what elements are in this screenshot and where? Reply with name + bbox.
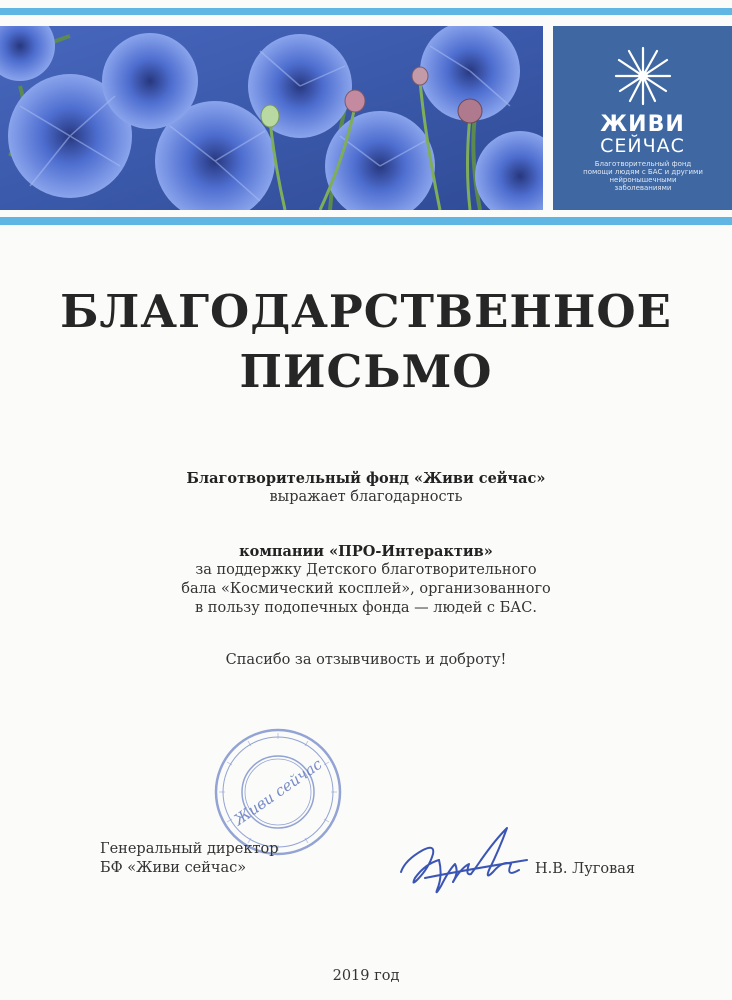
reason-line-3: в пользу подопечных фонда — людей с БАС.: [195, 600, 537, 616]
stamp-center-text: Живи сейчас: [230, 755, 326, 829]
top-accent-stripe: [0, 8, 732, 15]
cornflower-logo-icon: [613, 44, 673, 106]
handwritten-signature: [395, 820, 535, 904]
position-line-1: Генеральный директор: [100, 841, 279, 857]
signatory-position: [100, 840, 279, 878]
foundation-name: Благотворительный фонд «Живи сейчас»: [186, 470, 546, 487]
reason-line-2: бала «Космический косплей», организованного: [181, 581, 551, 597]
cornflower-banner-image: [0, 26, 543, 210]
foundation-block: [0, 469, 732, 507]
position-line-2: БФ «Живи сейчас»: [100, 860, 247, 876]
foundation-logo-panel: [553, 26, 732, 210]
company-name: компании «ПРО-Интерактив»: [239, 543, 493, 560]
logo-title: ЖИВИ: [600, 112, 685, 137]
logo-tagline: Благотворительный фонд помощи людям с БАС и другими нейронышечными заболеваниями: [583, 160, 703, 192]
reason-line-1: за поддержку Детского благотворительного: [195, 562, 537, 578]
title-line-1: БЛАГОДАРСТВЕННОЕ: [60, 285, 672, 338]
title-line-2: ПИСЬМО: [239, 345, 493, 398]
bottom-accent-stripe: [0, 217, 732, 225]
document-title: [0, 282, 732, 402]
document-year: 2019 год: [332, 968, 400, 984]
signer-name: Н.В. Луговая: [535, 861, 636, 877]
company-block: [0, 542, 732, 618]
thanks-text: Спасибо за отзывчивость и доброту!: [225, 652, 507, 668]
expresses-text: выражает благодарность: [269, 489, 463, 505]
thanks-block: [0, 651, 732, 670]
logo-subtitle: СЕЙЧАС: [600, 135, 685, 157]
